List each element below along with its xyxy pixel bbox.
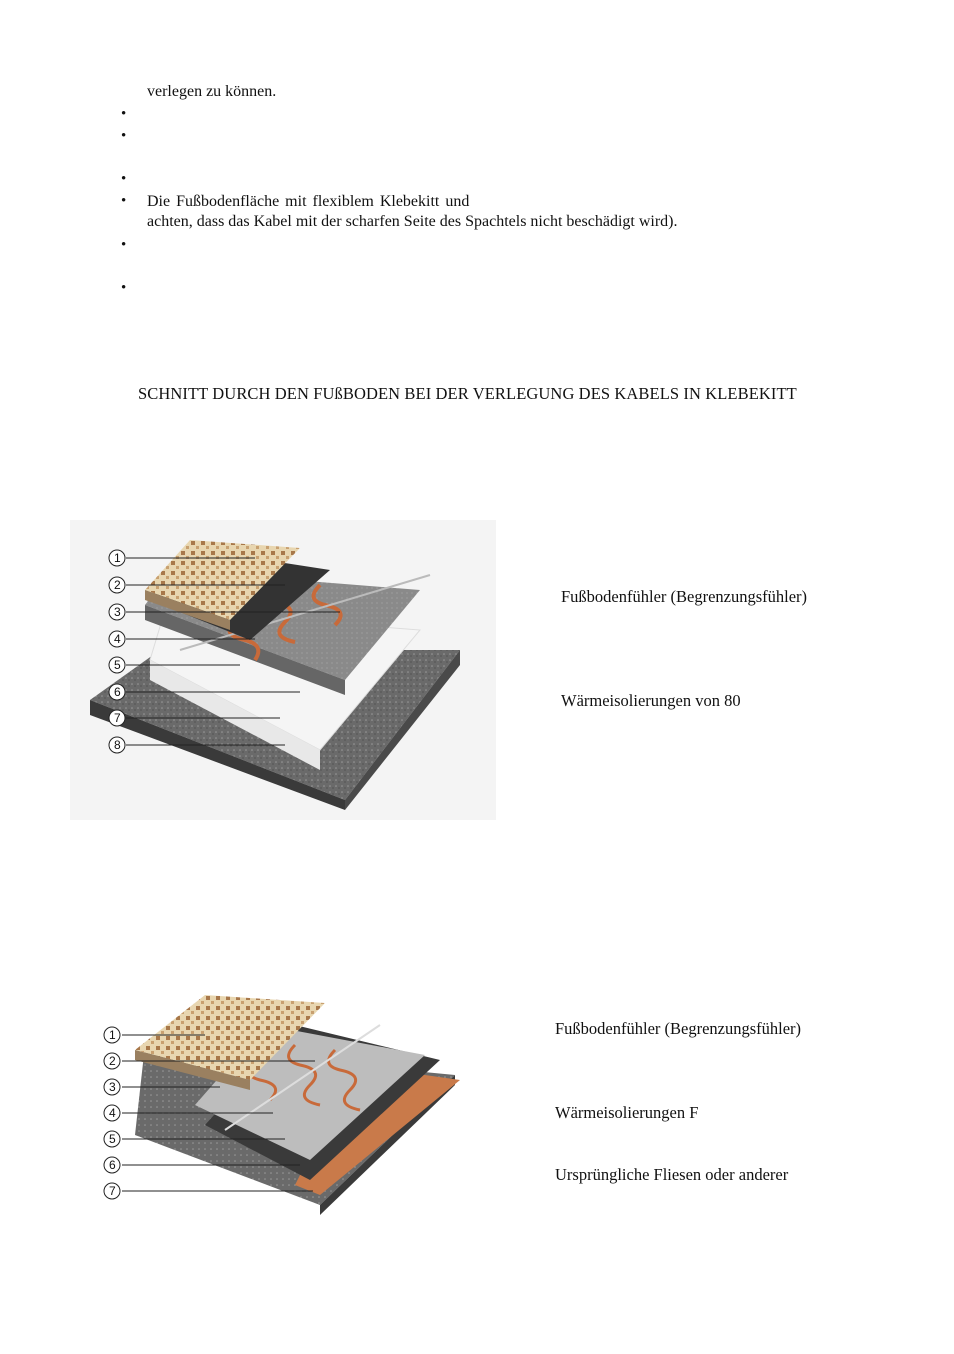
callout-2: 2 <box>114 578 121 592</box>
callout-3: 3 <box>109 1080 116 1094</box>
floor-section-illustration-2 <box>95 985 475 1220</box>
bullet-6: • <box>121 280 127 296</box>
callout-5: 5 <box>109 1132 116 1146</box>
fig1-legend-sensor: Fußbodenfühler (Begrenzungsfühler) <box>561 587 808 606</box>
floor-section-illustration-1 <box>70 520 496 820</box>
callout-6: 6 <box>114 685 121 699</box>
callout-1: 1 <box>114 551 121 565</box>
callout-8: 8 <box>114 738 121 752</box>
callout-4: 4 <box>109 1106 116 1120</box>
floor-section-figure-2 <box>95 985 475 1220</box>
callout-2: 2 <box>109 1054 116 1068</box>
bullet-2: • <box>121 128 127 144</box>
bullet-5: • <box>121 237 127 253</box>
callout-7: 7 <box>114 711 121 725</box>
floor-section-figure-1 <box>70 520 496 820</box>
callout-7: 7 <box>109 1184 116 1198</box>
bullet-4: • <box>121 193 127 209</box>
fig2-legend-sensor: Fußbodenfühler (Begrenzungsfühler) <box>555 1019 802 1038</box>
fig2-legend-insulation: Wärmeisolierungen F <box>555 1103 699 1122</box>
bullet-4-text-line2: achten, dass das Kabel mit der scharfen Seite des Spachtels nicht beschädigt wird). <box>147 213 678 230</box>
fig2-legend-original-tiles: Ursprüngliche Fliesen oder anderer <box>555 1165 789 1184</box>
continuation-text: verlegen zu können. <box>147 83 277 100</box>
callout-5: 5 <box>114 658 121 672</box>
bullet-1: • <box>121 106 127 122</box>
bullet-4-text: Die Fußbodenfläche mit flexiblem Klebekitt und <box>147 193 470 210</box>
section-title: SCHNITT DURCH DEN FUßBODEN BEI DER VERLEGUNG DES KABELS IN KLEBEKITT <box>138 384 797 403</box>
fig1-legend-insulation: Wärmeisolierungen von 80 <box>561 691 741 710</box>
callout-6: 6 <box>109 1158 116 1172</box>
bullet-3: • <box>121 171 127 187</box>
callout-3: 3 <box>114 605 121 619</box>
callout-1: 1 <box>109 1028 116 1042</box>
callout-4: 4 <box>114 632 121 646</box>
